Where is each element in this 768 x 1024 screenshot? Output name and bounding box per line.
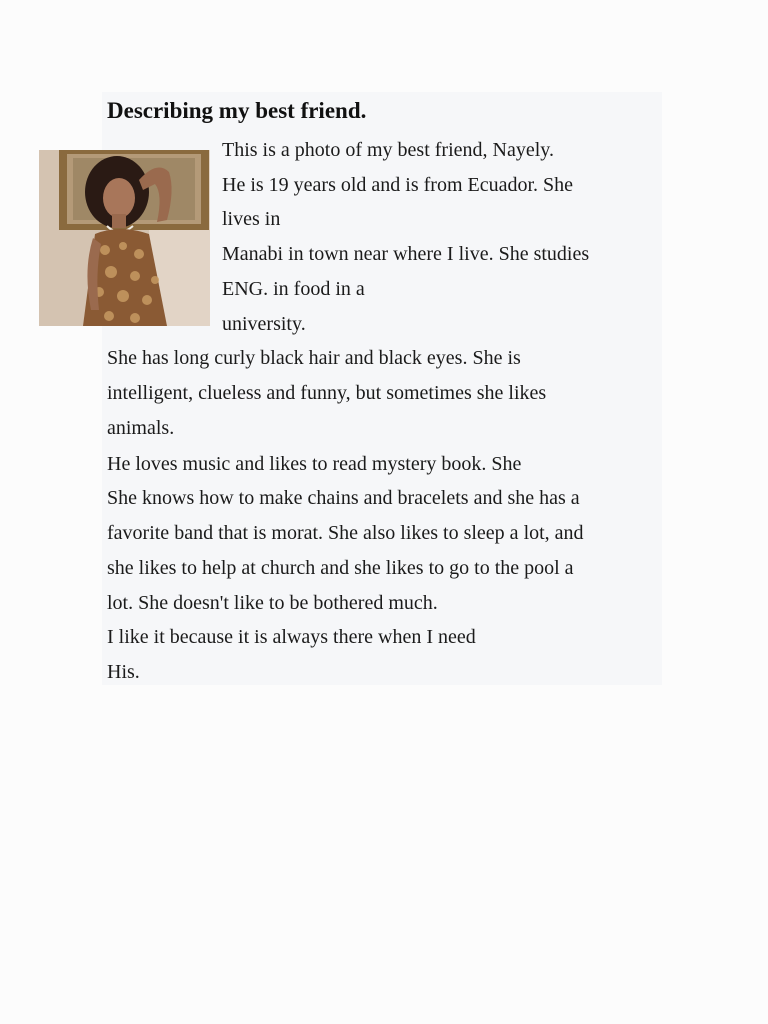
paragraph-line: He loves music and likes to read mystery book. She [107,453,522,475]
paragraph-line: She has long curly black hair and black eyes. She is [107,347,521,369]
paragraph-line: she likes to help at church and she likes to go to the pool a [107,557,574,579]
paragraph-line: He is 19 years old and is from Ecuador. She [222,174,574,196]
paragraph-line: His. [107,661,140,683]
paragraph-line: animals. [107,417,175,439]
paragraph-line: lot. She doesn't like to be bothered much. [107,592,438,614]
friend-photo [39,150,210,326]
paragraph-line: I like it because it is always there when I need [107,626,476,648]
page-title: Describing my best friend. [107,98,367,123]
paragraph-line: favorite band that is morat. She also likes to sleep a lot, and [107,522,584,544]
paragraph-line: She knows how to make chains and bracelets and she has a [107,487,580,509]
paragraph-line: ENG. in food in a [222,278,365,300]
paragraph-line: This is a photo of my best friend, Nayely. [222,139,554,161]
paragraph-line: Manabi in town near where I live. She studies [222,243,590,265]
paragraph-line: intelligent, clueless and funny, but sometimes she likes [107,382,547,404]
paragraph-line: lives in [222,208,281,230]
paragraph-line: university. [222,313,306,335]
